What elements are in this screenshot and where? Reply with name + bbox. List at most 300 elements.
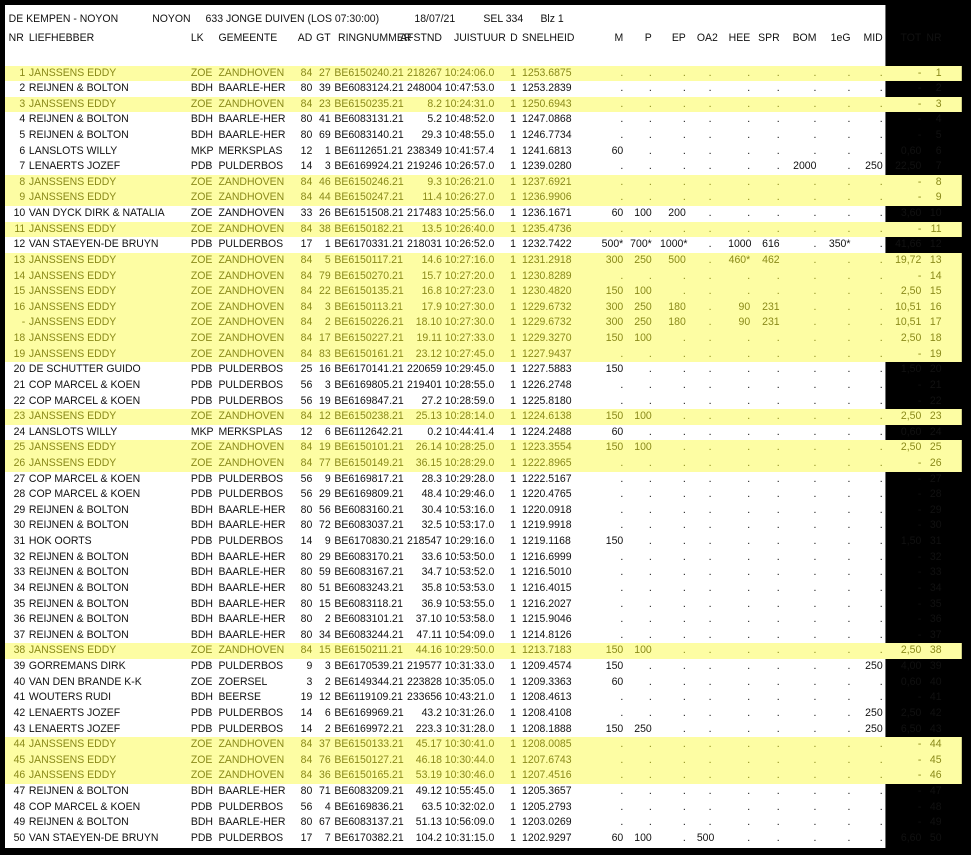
cell-snel: 1239.0280 <box>522 160 572 173</box>
cell-ring: BE6150240.21 <box>334 66 404 79</box>
cell-afst: 238349 <box>407 144 442 157</box>
cell-snel: 1208.1888 <box>522 722 572 735</box>
cell-oa2: . <box>708 332 712 345</box>
cell-oa2: 500 <box>696 831 715 844</box>
cell-tijd: 10:27:45.0 <box>444 347 495 360</box>
cell-snel: 1246.7734 <box>522 128 572 141</box>
cell-nr2: 39 <box>929 660 942 673</box>
cell-tijd: 10:55:45.0 <box>444 785 495 798</box>
cell-tot: 2,50 <box>900 285 922 298</box>
cell-gem: ZANDHOVEN <box>218 410 285 423</box>
table-row <box>5 472 962 488</box>
cell-d: 1 <box>510 519 516 532</box>
cell-hee: . <box>747 378 751 391</box>
cell-hee: . <box>747 769 751 782</box>
cell-bom: . <box>813 238 817 251</box>
cell-gem: ZANDHOVEN <box>218 285 285 298</box>
cell-tijd: 10:41:57.4 <box>444 144 495 157</box>
cell-gem: BAARLE-HER <box>218 113 286 126</box>
cell-ad: 84 <box>300 738 313 751</box>
cell-ring: BE6083037.21 <box>334 519 404 532</box>
cell-tot: 2,50 <box>900 644 922 657</box>
cell-ep: 200 <box>668 207 686 220</box>
cell-gem: BAARLE-HER <box>218 519 286 532</box>
cell-p: . <box>648 160 652 173</box>
cell-nr: 21 <box>13 378 26 391</box>
cell-ring: BE6150127.21 <box>334 753 404 766</box>
cell-tijd: 10:29:46.0 <box>444 488 495 501</box>
cell-ep: . <box>682 738 686 751</box>
cell-d: 1 <box>510 66 516 79</box>
cell-tijd: 10:53:53.0 <box>444 581 495 594</box>
cell-ep: . <box>682 269 686 282</box>
cell-ep: . <box>682 160 686 173</box>
cell-ep: . <box>682 441 686 454</box>
cell-ad: 84 <box>300 769 313 782</box>
cell-ep: . <box>682 613 686 626</box>
cell-name: REIJNEN & BOLTON <box>28 785 129 798</box>
cell-gem: PULDERBOS <box>218 800 284 813</box>
cell-gem: ZANDHOVEN <box>218 332 285 345</box>
cell-bom: . <box>813 82 817 95</box>
cell-afst: 23.12 <box>415 347 442 360</box>
cell-lk: PDB <box>190 160 213 173</box>
cell-bom: . <box>813 472 817 485</box>
cell-name: REIJNEN & BOLTON <box>28 597 129 610</box>
cell-name: REIJNEN & BOLTON <box>28 82 129 95</box>
cell-spr: . <box>776 785 780 798</box>
table-row <box>5 269 962 285</box>
cell-bom: . <box>813 66 817 79</box>
cell-tot: - <box>917 191 922 204</box>
cell-gem: ZANDHOVEN <box>218 441 285 454</box>
cell-lk: BDH <box>190 128 213 141</box>
cell-tijd: 10:28:25.0 <box>444 441 495 454</box>
cell-gt: 77 <box>319 457 331 469</box>
table-row <box>5 97 962 113</box>
cell-tot: - <box>917 550 922 563</box>
table-row <box>5 222 962 238</box>
cell-snel: 1213.7183 <box>522 644 572 657</box>
cell-ep: . <box>682 488 686 501</box>
cell-d: 1 <box>510 347 516 360</box>
cell-hee: . <box>747 800 751 813</box>
cell-tijd: 10:53:50.0 <box>444 550 495 563</box>
cell-p: . <box>648 97 652 110</box>
cell-nr2: 45 <box>929 753 942 766</box>
cell-lk: BDH <box>190 691 213 704</box>
cell-tot: - <box>917 613 922 626</box>
cell-bom: . <box>813 113 817 126</box>
cell-bom: . <box>813 722 817 735</box>
cell-ring: BE6150235.21 <box>334 97 404 110</box>
cell-nr: 36 <box>13 613 26 626</box>
cell-spr: . <box>776 144 780 157</box>
cell-tijd: 10:29:50.0 <box>444 644 495 657</box>
cell-mid: . <box>879 503 883 516</box>
table-row <box>5 206 962 222</box>
cell-nr: 50 <box>13 831 26 844</box>
col-ad: AD <box>297 32 313 44</box>
cell-lk: PDB <box>190 831 213 844</box>
cell-p: 100 <box>634 410 652 423</box>
cell-mid: . <box>879 753 883 766</box>
cell-mid: . <box>879 613 883 626</box>
cell-bom: . <box>813 222 817 235</box>
cell-spr: . <box>776 441 780 454</box>
cell-lk: ZOE <box>190 97 213 110</box>
cell-nr: - <box>21 316 26 329</box>
cell-bom: . <box>813 628 817 641</box>
cell-gem: ZANDHOVEN <box>218 644 285 657</box>
cell-p: . <box>648 675 652 688</box>
cell-oa2: . <box>708 644 712 657</box>
cell-gem: BEERSE <box>218 691 261 704</box>
cell-mid: . <box>879 566 883 579</box>
cell-afst: 53.19 <box>415 769 442 782</box>
col-nr-right: NR <box>926 32 942 44</box>
cell-ep: . <box>682 144 686 157</box>
cell-e1: . <box>847 425 851 438</box>
cell-hee: 90 <box>738 300 751 313</box>
cell-gt: 3 <box>324 660 331 673</box>
cell-afst: 29.3 <box>421 128 442 141</box>
cell-mid: . <box>879 410 883 423</box>
cell-snel: 1219.9918 <box>522 519 572 532</box>
cell-m: 300 <box>605 253 624 266</box>
cell-ring: BE6170830.21 <box>334 535 404 548</box>
cell-tot: - <box>917 128 922 141</box>
cell-m: . <box>620 785 624 798</box>
cell-m: . <box>620 457 624 469</box>
cell-name: JANSSENS EDDY <box>28 332 117 345</box>
cell-tijd: 10:54:09.0 <box>444 628 495 641</box>
cell-d: 1 <box>510 753 516 766</box>
col-d: D <box>510 32 518 44</box>
table-row <box>5 144 962 160</box>
cell-hee: . <box>747 269 751 282</box>
cell-tijd: 10:30:46.0 <box>444 769 495 782</box>
cell-d: 1 <box>510 644 516 657</box>
cell-nr2: 20 <box>929 363 942 376</box>
cell-m: 60 <box>611 831 624 844</box>
cell-gt: 9 <box>324 535 331 548</box>
cell-ad: 84 <box>300 300 313 313</box>
cell-tot: - <box>917 753 922 766</box>
cell-afst: 223.3 <box>415 722 442 735</box>
cell-lk: ZOE <box>190 285 213 298</box>
cell-ep: . <box>682 566 686 579</box>
col-snel: SNELHEID <box>522 32 575 44</box>
cell-mid: . <box>879 222 883 235</box>
cell-nr: 1 <box>19 66 26 79</box>
cell-d: 1 <box>510 253 516 266</box>
table-row <box>5 597 962 613</box>
cell-gt: 38 <box>319 222 331 235</box>
cell-nr2: 44 <box>929 738 942 751</box>
cell-name: REIJNEN & BOLTON <box>28 519 129 532</box>
cell-mid: . <box>879 66 883 79</box>
cell-oa2: . <box>708 800 712 813</box>
cell-name: COP MARCEL & KOEN <box>28 472 141 485</box>
cell-gem: PULDERBOS <box>218 394 284 407</box>
cell-oa2: . <box>708 97 712 110</box>
cell-snel: 1225.8180 <box>522 394 572 407</box>
cell-d: 1 <box>510 785 516 798</box>
cell-afst: 26.14 <box>415 441 442 454</box>
cell-d: 1 <box>510 472 516 485</box>
cell-p: . <box>648 628 652 641</box>
cell-nr2: 3 <box>935 97 942 110</box>
cell-spr: 616 <box>762 238 780 251</box>
cell-mid: . <box>879 457 883 469</box>
cell-mid: 250 <box>865 160 883 173</box>
cell-gt: 69 <box>319 128 331 141</box>
cell-afst: 18.10 <box>415 316 442 329</box>
cell-hee: . <box>747 628 751 641</box>
cell-nr2: 9 <box>935 191 942 204</box>
cell-tijd: 10:48:52.0 <box>444 113 495 126</box>
cell-p: . <box>648 785 652 798</box>
cell-bom: . <box>813 613 817 626</box>
cell-nr: 12 <box>13 238 26 251</box>
cell-nr2: 27 <box>929 472 942 485</box>
cell-p: . <box>648 535 652 548</box>
table-row <box>5 284 962 300</box>
cell-nr2: 10 <box>929 207 942 220</box>
cell-m: . <box>620 66 624 79</box>
cell-hee: . <box>747 738 751 751</box>
cell-e1: . <box>847 253 851 266</box>
cell-tijd: 10:31:26.0 <box>444 706 495 719</box>
cell-spr: . <box>776 753 780 766</box>
cell-ring: BE6170141.21 <box>334 363 404 376</box>
cell-hee: . <box>747 675 751 688</box>
cell-p: . <box>648 269 652 282</box>
cell-e1: . <box>847 160 851 173</box>
cell-hee: . <box>747 706 751 719</box>
cell-d: 1 <box>510 613 516 626</box>
cell-tot: - <box>917 82 922 95</box>
cell-m: . <box>620 191 624 204</box>
cell-ad: 80 <box>300 581 313 594</box>
table-row <box>5 112 962 128</box>
cell-afst: 47.11 <box>416 628 442 641</box>
cell-nr2: 2 <box>935 82 942 95</box>
cell-afst: 217483 <box>407 207 442 220</box>
cell-gt: 41 <box>319 113 331 126</box>
cell-ad: 25 <box>300 363 313 376</box>
cell-tot: - <box>917 269 922 282</box>
cell-m: . <box>620 691 624 704</box>
cell-nr: 2 <box>19 82 26 95</box>
cell-d: 1 <box>510 160 516 173</box>
race-title: 633 JONGE DUIVEN (LOS 07:30:00) <box>205 13 380 25</box>
cell-spr: . <box>776 691 780 704</box>
table-row <box>5 347 962 363</box>
cell-name: COP MARCEL & KOEN <box>28 378 141 391</box>
cell-ad: 3 <box>306 675 313 688</box>
cell-p: . <box>648 800 652 813</box>
cell-m: . <box>620 160 624 173</box>
cell-mid: . <box>879 332 883 345</box>
cell-mid: . <box>879 238 883 251</box>
cell-nr: 43 <box>13 722 26 735</box>
cell-nr: 47 <box>13 785 26 798</box>
cell-oa2: . <box>708 66 712 79</box>
cell-lk: ZOE <box>190 675 213 688</box>
cell-gt: 39 <box>319 82 331 95</box>
cell-tijd: 10:26:40.0 <box>444 222 495 235</box>
cell-nr: 20 <box>13 363 26 376</box>
cell-d: 1 <box>510 535 516 548</box>
cell-m: 150 <box>605 410 624 423</box>
cell-snel: 1220.0918 <box>522 503 572 516</box>
cell-spr: . <box>776 410 780 423</box>
cell-snel: 1214.8126 <box>522 628 572 641</box>
page-number: Blz 1 <box>540 13 564 25</box>
cell-m: 150 <box>605 332 624 345</box>
cell-tijd: 10:53:16.0 <box>444 503 495 516</box>
cell-tot: - <box>917 66 922 79</box>
header-line-1 <box>5 13 962 27</box>
cell-tot: - <box>917 175 922 188</box>
cell-nr2: 7 <box>935 160 942 173</box>
cell-name: JANSSENS EDDY <box>28 753 117 766</box>
col-tijd: JUISTUUR <box>453 32 506 44</box>
cell-snel: 1236.9906 <box>522 191 572 204</box>
cell-gem: BAARLE-HER <box>218 785 286 798</box>
cell-p: 100 <box>634 285 652 298</box>
cell-spr: . <box>776 457 780 469</box>
cell-d: 1 <box>510 691 516 704</box>
cell-nr: 37 <box>13 628 26 641</box>
cell-ad: 80 <box>300 566 313 579</box>
cell-nr2: 13 <box>929 253 942 266</box>
cell-hee: . <box>747 285 751 298</box>
col-gt: GT <box>316 32 331 44</box>
cell-name: REIJNEN & BOLTON <box>28 550 129 563</box>
cell-e1: 350* <box>828 238 851 251</box>
cell-d: 1 <box>510 706 516 719</box>
cell-spr: . <box>776 113 780 126</box>
cell-ep: . <box>682 128 686 141</box>
cell-afst: 9.3 <box>427 175 442 188</box>
cell-oa2: . <box>708 550 712 563</box>
cell-snel: 1222.5167 <box>522 472 572 485</box>
cell-lk: ZOE <box>190 332 213 345</box>
cell-nr2: 6 <box>935 144 942 157</box>
cell-snel: 1207.6743 <box>522 753 572 766</box>
cell-e1: . <box>847 347 851 360</box>
cell-spr: . <box>776 816 780 829</box>
cell-d: 1 <box>510 175 516 188</box>
cell-hee: 1000 <box>728 238 752 251</box>
cell-afst: 0.2 <box>427 425 442 438</box>
cell-nr2: 1 <box>935 66 942 79</box>
cell-tot: 1,50 <box>900 363 922 376</box>
table-row <box>5 722 962 738</box>
cell-ring: BE6169847.21 <box>334 394 404 407</box>
cell-e1: . <box>847 410 851 423</box>
cell-p: 100 <box>634 644 652 657</box>
cell-gem: PULDERBOS <box>218 722 284 735</box>
cell-nr: 15 <box>13 285 26 298</box>
cell-nr2: 8 <box>935 175 942 188</box>
cell-bom: . <box>813 753 817 766</box>
cell-nr2: 14 <box>929 269 942 282</box>
cell-ep: . <box>682 285 686 298</box>
cell-bom: . <box>813 644 817 657</box>
cell-lk: BDH <box>190 628 213 641</box>
cell-nr2: 26 <box>929 457 942 469</box>
cell-bom: . <box>813 300 817 313</box>
cell-bom: . <box>813 347 817 360</box>
cell-ep: . <box>682 597 686 610</box>
cell-gem: ZANDHOVEN <box>218 316 285 329</box>
cell-bom: . <box>813 706 817 719</box>
cell-d: 1 <box>510 144 516 157</box>
cell-gt: 17 <box>319 332 331 345</box>
col-mid: MID <box>863 32 883 44</box>
cell-oa2: . <box>708 425 712 438</box>
cell-hee: . <box>747 394 751 407</box>
cell-tot: 19,72 <box>895 253 922 266</box>
cell-gem: PULDERBOS <box>218 488 284 501</box>
cell-spr: . <box>776 581 780 594</box>
cell-snel: 1236.1671 <box>522 207 572 220</box>
cell-spr: . <box>776 394 780 407</box>
cell-nr: 14 <box>13 269 26 282</box>
cell-name: VAN STAEYEN-DE BRUYN <box>28 238 159 251</box>
cell-ring: BE6083170.21 <box>334 550 404 563</box>
cell-ep: 1000* <box>660 238 688 251</box>
cell-ep: 180 <box>668 300 686 313</box>
table-row <box>5 128 962 144</box>
cell-nr: 33 <box>13 566 26 579</box>
cell-gt: 29 <box>319 550 331 563</box>
cell-ep: . <box>682 175 686 188</box>
cell-e1: . <box>847 613 851 626</box>
cell-m: 150 <box>605 644 624 657</box>
cell-ring: BE6083209.21 <box>334 785 404 798</box>
cell-oa2: . <box>708 597 712 610</box>
cell-ad: 14 <box>300 160 313 173</box>
cell-gem: BAARLE-HER <box>218 503 286 516</box>
cell-mid: . <box>879 144 883 157</box>
cell-mid: . <box>879 82 883 95</box>
cell-mid: . <box>879 675 883 688</box>
cell-lk: BDH <box>190 581 213 594</box>
cell-tot: - <box>917 222 922 235</box>
cell-oa2: . <box>708 113 712 126</box>
cell-d: 1 <box>510 332 516 345</box>
cell-lk: PDB <box>190 472 213 485</box>
cell-d: 1 <box>510 597 516 610</box>
cell-snel: 1253.2839 <box>522 82 572 95</box>
cell-lk: PDB <box>190 394 213 407</box>
cell-ad: 84 <box>300 285 313 298</box>
cell-ring: BE6150135.21 <box>334 285 404 298</box>
cell-bom: . <box>813 457 817 469</box>
cell-p: . <box>648 175 652 188</box>
cell-name: JANSSENS EDDY <box>28 410 117 423</box>
cell-m: 150 <box>605 660 624 673</box>
cell-name: REIJNEN & BOLTON <box>28 581 129 594</box>
cell-ad: 84 <box>300 269 313 282</box>
cell-p: . <box>648 816 652 829</box>
table-row <box>5 550 962 566</box>
